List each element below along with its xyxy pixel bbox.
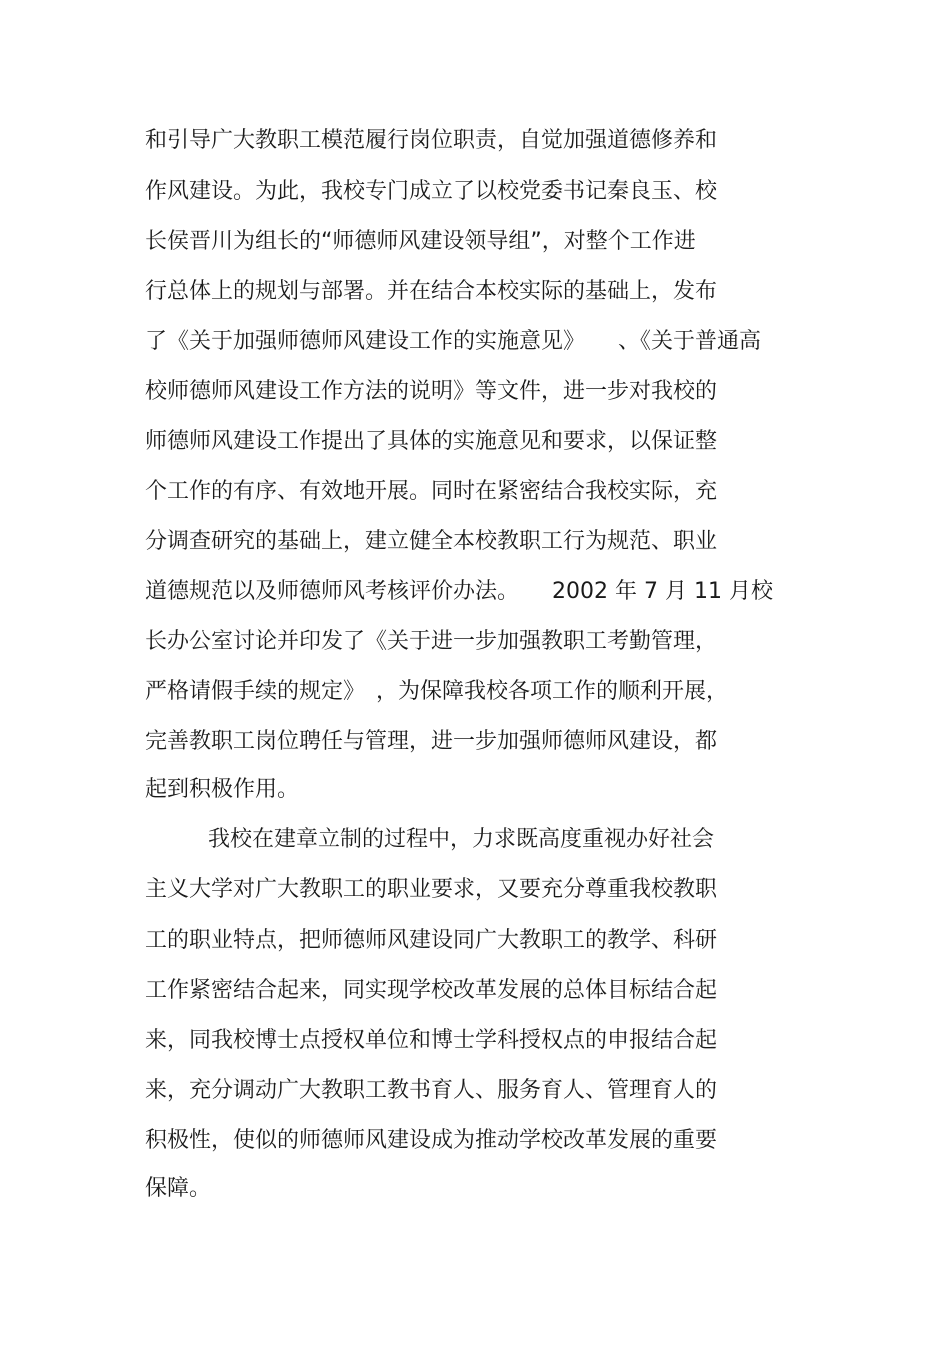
text-line: 工的职业特点，把师德师风建设同广大教职工的教学、科研 <box>145 928 718 953</box>
text-line: 保障。 <box>145 1176 212 1201</box>
text-line: 师德师风建设工作提出了具体的实施意见和要求，以保证整 <box>145 429 718 454</box>
text-line: 校师德师风建设工作方法的说明》等文件，进一步对我校的 <box>145 379 718 404</box>
text-line: 工作紧密结合起来，同实现学校改革发展的总体目标结合起 <box>145 978 718 1003</box>
text-line: 行总体上的规划与部署。并在结合本校实际的基础上，发布 <box>145 279 718 304</box>
text-line: 来，充分调动广大教职工教书育人、服务育人、管理育人的 <box>145 1078 718 1103</box>
text-line: 个工作的有序、有效地开展。同时在紧密结合我校实际，充 <box>145 479 718 504</box>
text-line: 长侯晋川为组长的“师德师风建设领导组”，对整个工作进 <box>145 229 696 254</box>
text-line: 严格请假手续的规定》 ，为保障我校各项工作的顺利开展， <box>145 679 729 704</box>
text-line: 和引导广大教职工模范履行岗位职责，自觉加强道德修养和 <box>145 128 718 153</box>
text-line: 完善教职工岗位聘任与管理，进一步加强师德师风建设，都 <box>145 729 718 754</box>
text-line: 道德规范以及师德师风考核评价办法。 2002 年 7 月 11 月校 <box>145 579 773 604</box>
text-line: 长办公室讨论并印发了《关于进一步加强教职工考勤管理， <box>145 629 718 654</box>
text-line: 积极性，使似的师德师风建设成为推动学校改革发展的重要 <box>145 1128 718 1153</box>
text-line: 来，同我校博士点授权单位和博士学科授权点的申报结合起 <box>145 1028 718 1053</box>
text-line: 主义大学对广大教职工的职业要求，又要充分尊重我校教职 <box>145 877 718 902</box>
text-line: 分调查研究的基础上，建立健全本校教职工行为规范、职业 <box>145 529 718 554</box>
text-line: 起到积极作用。 <box>145 777 300 802</box>
text-line: 作风建设。为此，我校专门成立了以校党委书记秦良玉、校 <box>145 179 718 204</box>
text-line: 我校在建章立制的过程中，力求既高度重视办好社会 <box>208 827 715 852</box>
text-line: 了《关于加强师德师风建设工作的实施意见》 、《关于普通高 <box>145 329 762 354</box>
